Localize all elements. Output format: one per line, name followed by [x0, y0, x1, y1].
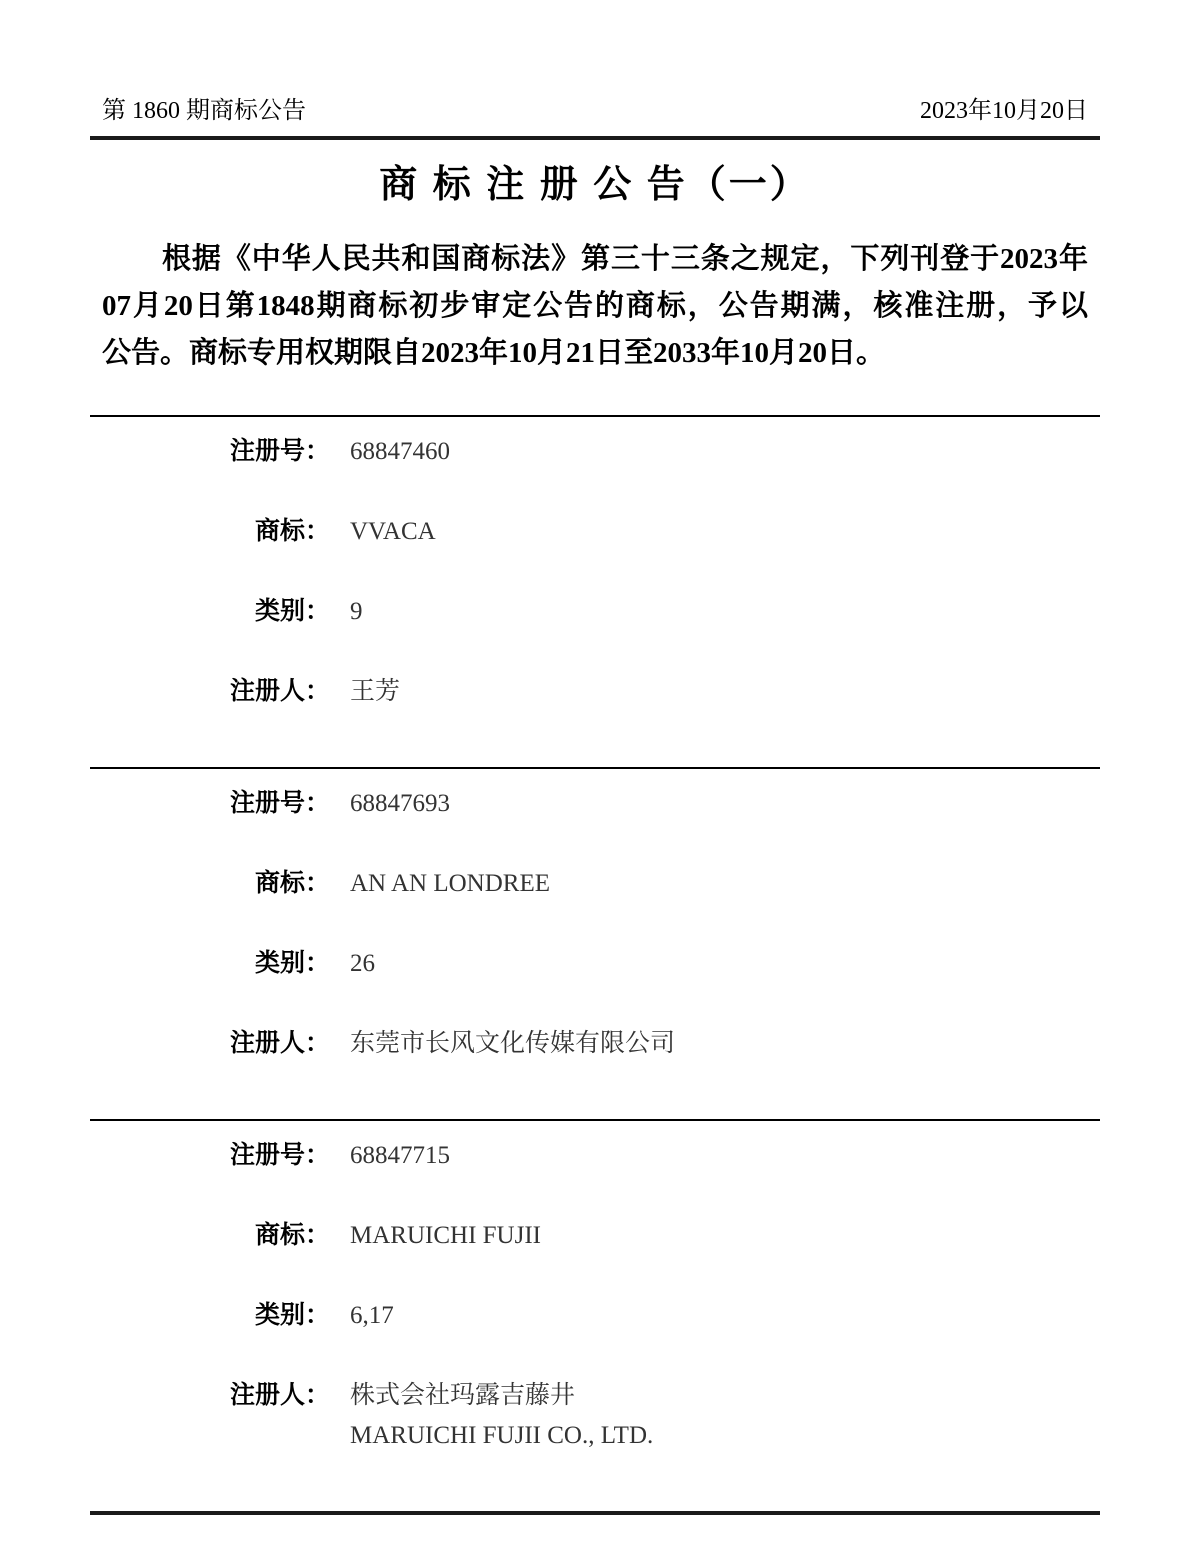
- header-rule: [90, 136, 1100, 140]
- registrant-label: 注册人：: [229, 678, 330, 705]
- field-trademark: [90, 867, 1100, 900]
- registrant-line-1: 东莞市长风文化传媒有限公司: [350, 1030, 676, 1057]
- category-label: 类别：: [254, 950, 330, 977]
- registrant-label: 注册人：: [229, 1030, 330, 1057]
- registrant-line-2: MARUICHI FUJII CO., LTD.: [350, 1422, 654, 1449]
- registrant-value: [350, 675, 400, 708]
- category-value: 9: [350, 598, 363, 625]
- intro-line-1: 根据《中华人民共和国商标法》第三十三条之规定，下列刊登于2023年: [162, 243, 1088, 275]
- header-date: 2023年10月20日: [920, 98, 1088, 124]
- reg-no-value: 68847715: [350, 1142, 450, 1169]
- reg-no-label: 注册号：: [229, 438, 330, 465]
- intro-line-2: 07月20日第1848期商标初步审定公告的商标，公告期满，核准注册，予以: [102, 290, 1088, 322]
- trademark-record: [90, 1119, 1100, 1452]
- reg-no-label: 注册号：: [229, 1142, 330, 1169]
- trademark-record: [90, 767, 1100, 1060]
- trademark-value: AN AN LONDREE: [350, 870, 550, 897]
- field-trademark: [90, 515, 1100, 548]
- category-label: 类别：: [254, 1302, 330, 1329]
- field-reg-no: [90, 435, 1100, 468]
- category-label: 类别：: [254, 598, 330, 625]
- trademark-label: 商标：: [254, 518, 330, 545]
- trademark-record: [90, 415, 1100, 708]
- reg-no-label: 注册号：: [229, 790, 330, 817]
- registrant-value: [350, 1379, 653, 1452]
- field-reg-no: [90, 787, 1100, 820]
- field-trademark: [90, 1219, 1100, 1252]
- trademark-label: 商标：: [254, 1222, 330, 1249]
- trademark-label: 商标：: [254, 870, 330, 897]
- intro-line-3: 公告。商标专用权期限自2023年10月21日至2033年10月20日。: [102, 337, 886, 369]
- records-section: [90, 415, 1100, 1515]
- trademark-value: MARUICHI FUJII: [350, 1222, 541, 1249]
- category-value: 6,17: [350, 1302, 394, 1329]
- page-title: 商 标 注 册 公 告（一）: [379, 164, 811, 206]
- reg-no-value: 68847693: [350, 790, 450, 817]
- intro-paragraph: [90, 236, 1100, 377]
- field-registrant: [90, 1379, 1100, 1452]
- field-registrant: [90, 675, 1100, 708]
- field-registrant: [90, 1027, 1100, 1060]
- trademark-value: VVACA: [350, 518, 436, 545]
- registrant-value: [350, 1027, 675, 1060]
- field-category: [90, 1299, 1100, 1332]
- category-value: 26: [350, 950, 375, 977]
- field-reg-no: [90, 1139, 1100, 1172]
- page-content: [90, 0, 1100, 1515]
- field-category: [90, 595, 1100, 628]
- registrant-line-1: 王芳: [350, 678, 401, 705]
- registrant-line-1: 株式会社玛露吉藤井: [350, 1382, 576, 1409]
- header-issue: 第 1860 期商标公告: [102, 98, 306, 124]
- registrant-label: 注册人：: [229, 1382, 330, 1409]
- bottom-rule: [90, 1511, 1100, 1515]
- reg-no-value: 68847460: [350, 438, 450, 465]
- field-category: [90, 947, 1100, 980]
- page-header: [90, 0, 1100, 126]
